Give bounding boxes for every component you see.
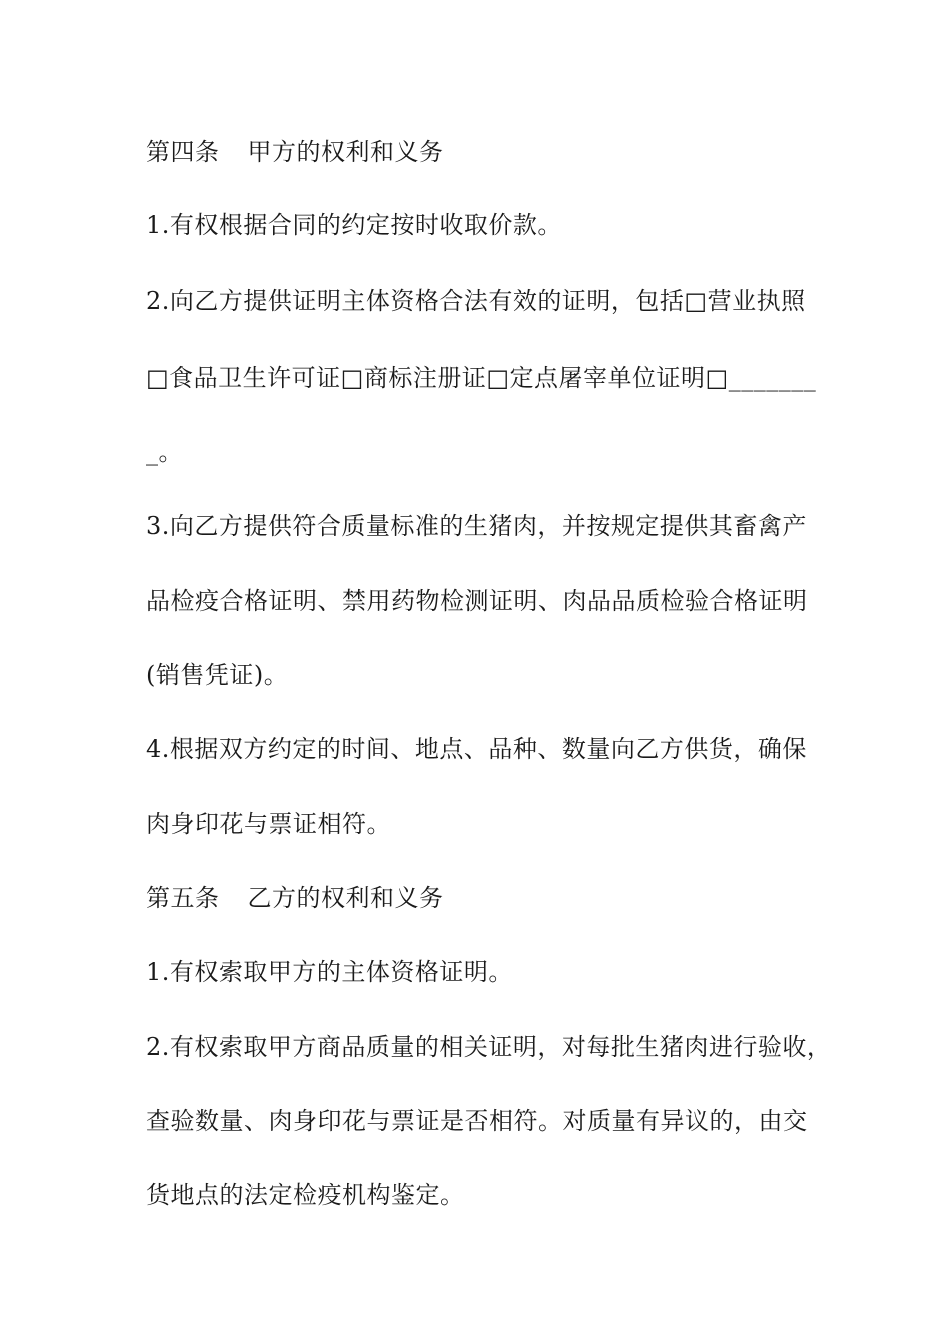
article-4-number: 第四条 xyxy=(146,138,220,166)
article-5-item-2-line-3: 货地点的法定检疫机构鉴定。 xyxy=(146,1181,465,1209)
article-4-item-3-line-2: 品检疫合格证明、禁用药物检测证明、肉品品质检验合格证明 xyxy=(146,587,808,615)
article-5-heading xyxy=(146,883,444,913)
article-4-item-3-line-3: (销售凭证)。 xyxy=(146,661,289,689)
article-4-item-4-line-2: 肉身印花与票证相符。 xyxy=(146,810,391,838)
article-4-item-2-line-3: _。 xyxy=(146,438,183,466)
article-5-item-1: 1.有权索取甲方的主体资格证明。 xyxy=(146,958,513,986)
article-4-item-1: 1.有权根据合同的约定按时收取价款。 xyxy=(146,211,562,239)
article-4-item-2-line-2: □食品卫生许可证□商标注册证□定点屠宰单位证明□_______ xyxy=(146,364,817,392)
article-4-item-3-line-1: 3.向乙方提供符合质量标准的生猪肉，并按规定提供其畜禽产 xyxy=(146,512,807,540)
article-5-number: 第五条 xyxy=(146,884,220,912)
article-5-title: 乙方的权利和义务 xyxy=(247,884,444,912)
article-4-heading xyxy=(146,137,444,167)
article-5-item-2-line-2: 查验数量、肉身印花与票证是否相符。对质量有异议的，由交 xyxy=(146,1107,808,1135)
article-5-item-2-line-1: 2.有权索取甲方商品质量的相关证明，对每批生猪肉进行验收， xyxy=(146,1033,832,1061)
article-4-title: 甲方的权利和义务 xyxy=(247,138,444,166)
article-4-item-4-line-1: 4.根据双方约定的时间、地点、品种、数量向乙方供货，确保 xyxy=(146,735,807,763)
article-4-item-2-line-1: 2.向乙方提供证明主体资格合法有效的证明，包括□营业执照 xyxy=(146,287,806,315)
